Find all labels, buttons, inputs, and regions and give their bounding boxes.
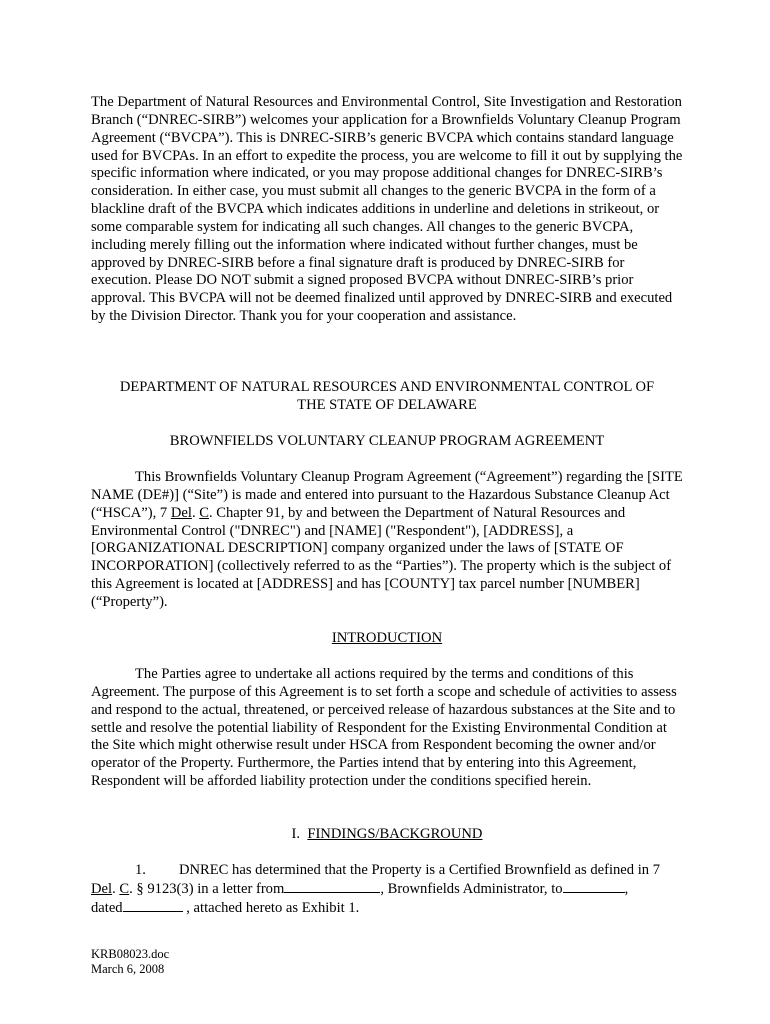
item-text-c: , Brownfields Administrator, to <box>380 880 563 897</box>
item-text-b: . § 9123(3) in a letter from <box>129 880 285 897</box>
footer-date: March 6, 2008 <box>91 962 165 976</box>
preamble-text-1: This Brownfields Voluntary Cleanup Program Agreement (“Agreement”) regarding the [SITE NAME (DE#)] (“Site”) is made and entered into pursuant to the Hazardous Substance Cleanup Act (“HSCA”), 7 <box>91 469 683 521</box>
finding-item-1 <box>91 862 683 918</box>
item-text-e: dated <box>91 899 123 916</box>
section-title: FINDINGS/BACKGROUND <box>307 826 483 842</box>
item-dot: . <box>112 880 120 897</box>
preamble-paragraph <box>91 469 683 612</box>
section-heading <box>91 826 683 844</box>
footer-filename: KRB08023.doc <box>91 947 170 961</box>
item-text-a: DNREC has determined that the Property is a Certified Brownfield as defined in 7 <box>178 862 661 878</box>
preamble-text-2: . Chapter 91, by and between the Department of Natural Resources and Environmental Control ("DNREC") and [NAME] ("Respondent"), [ADDRESS], a [ORGANIZATIONAL DESCRIPTION] company organized under the laws of [STATE OF INCORPORATION] (collectively referred to as the “Parties”). The property which is the subject of this Agreement is located at [ADDRESS] and has [COUNTY] tax parcel number [NUMBER] (“Property”). <box>91 504 672 610</box>
item-del: Del <box>91 880 113 897</box>
item-text-d: , <box>624 880 629 897</box>
introduction-paragraph: The Parties agree to undertake all actions required by the terms and conditions of this Agreement. The purpose of this Agreement is to set forth a scope and schedule of activities to assess and respond to the actual, threatened, or perceived release of hazardous substances at the Site and to settle and resolve the potential liability of Respondent for the Existing Environmental Condition at the Site which might otherwise result under HSCA from Respondent becoming the owner and/or operator of the Property. Furthermore, the Parties intend that by entering into this Agreement, Respondent will be afforded liability protection under the conditions specified herein. <box>91 666 677 790</box>
section-number: I. <box>291 826 301 842</box>
preamble-dot: . <box>191 504 200 521</box>
agreement-title: BROWNFIELDS VOLUNTARY CLEANUP PROGRAM AGREEMENT <box>169 433 605 449</box>
item-text-f: , attached hereto as Exhibit 1. <box>182 899 360 916</box>
blank-to[interactable] <box>563 880 625 893</box>
department-heading <box>91 379 683 415</box>
preamble-c: C <box>199 504 209 521</box>
department-heading-line1: DEPARTMENT OF NATURAL RESOURCES AND ENVIRONMENTAL CONTROL OF <box>119 379 655 395</box>
item-number: 1. <box>135 862 146 878</box>
department-heading-line2: THE STATE OF DELAWARE <box>297 396 477 413</box>
intro-paragraph: The Department of Natural Resources and Environmental Control, Site Investigation and Restoration Branch (“DNREC-SIRB”) welcomes your application for a Brownfields Voluntary Cleanup Program Agreement (“BVCPA”). This is DNREC-SIRB’s generic BVCPA which contains standard language used for BVCPAs. In an effort to expedite the process, you are welcome to fill it out by supplying the specific information where indicated, or you may propose additional changes for DNREC-SIRB’s consideration. In either case, you must submit all changes to the generic BVCPA in the form of a blackline draft of the BVCPA which indicates additions in underline and deletions in strikeout, or some comparable system for indicating all such changes. All changes to the generic BVCPA, including merely filling out the information where indicated without further changes, must be approved by DNREC-SIRB before a final signature draft is produced by DNREC-SIRB for execution. Please DO NOT submit a signed proposed BVCPA without DNREC-SIRB’s prior approval. This BVCPA will not be deemed finalized until approved by DNREC-SIRB and executed by the Division Director. Thank you for your cooperation and assistance. <box>91 94 683 325</box>
introduction-heading: INTRODUCTION <box>331 630 443 646</box>
item-c: C <box>119 880 130 897</box>
footer <box>91 947 169 977</box>
preamble-del: Del <box>170 504 192 521</box>
blank-dated[interactable] <box>123 899 183 912</box>
blank-letter-from[interactable] <box>284 880 380 893</box>
